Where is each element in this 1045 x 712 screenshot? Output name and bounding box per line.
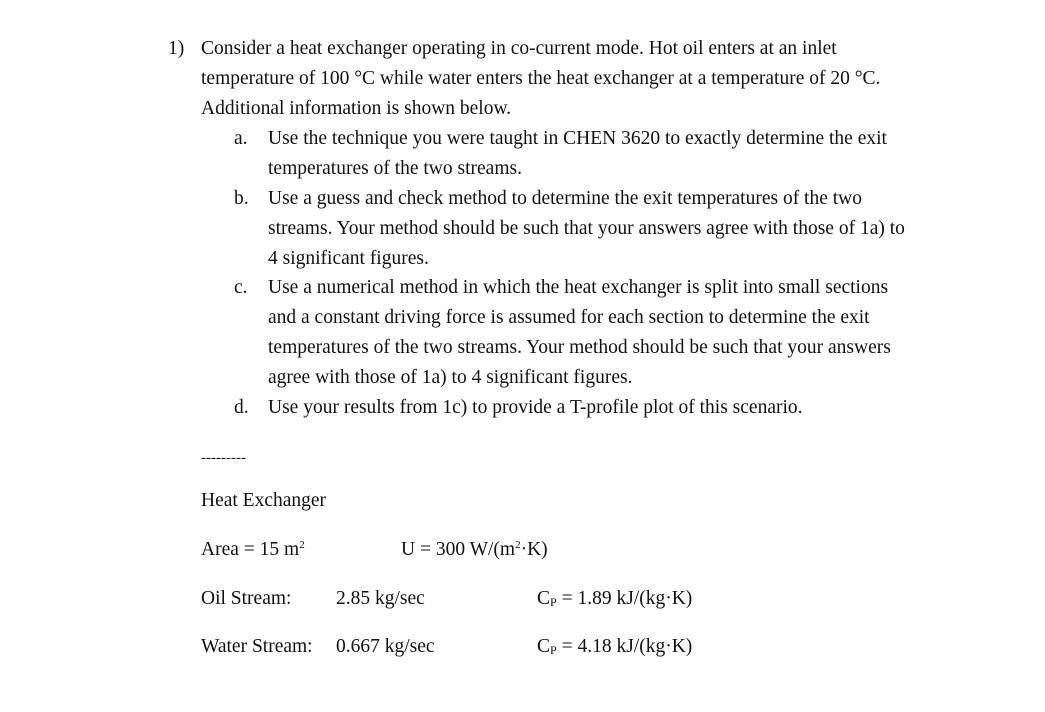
intro-line-3: Additional information is shown below. <box>201 98 512 119</box>
part-b-line-1: Use a guess and check method to determine the exit temperatures of the two <box>268 188 863 209</box>
u-value: U = 300 $W/(m^2\cdot K)$ <box>401 539 548 560</box>
part-d-label: d. <box>234 397 249 418</box>
intro-line-2: temperature of 100 °C while water enters the heat exchanger at a temperature of 20 °C. <box>201 68 881 89</box>
oil-stream-label: Oil Stream: <box>201 588 292 609</box>
water-stream-label: Water Stream: <box>201 636 313 657</box>
part-d-line-1: Use your results from 1c) to provide a T-profile plot of this scenario. <box>268 397 803 418</box>
part-a-line-2: temperatures of the two streams. <box>268 158 522 179</box>
area-value: Area = 15 $m^2$ <box>201 539 305 560</box>
part-b-line-2: streams. Your method should be such that your answers agree with those of 1a) to <box>268 218 905 239</box>
part-c-line-4: agree with those of 1a) to 4 significant figures. <box>268 367 633 388</box>
part-c-line-1: Use a numerical method in which the heat exchanger is split into small sections <box>268 277 889 298</box>
part-c-line-3: temperatures of the two streams. Your method should be such that your answers <box>268 337 891 358</box>
oil-flow-rate: 2.85 kg/sec <box>336 588 425 609</box>
separator-dashes: --------- <box>201 450 246 466</box>
info-heading: Heat Exchanger <box>201 490 327 511</box>
part-c-line-2: and a constant driving force is assumed for each section to determine the exit <box>268 307 870 328</box>
part-a-label: a. <box>234 128 248 149</box>
part-c-label: c. <box>234 277 248 298</box>
question-number: 1) <box>168 38 185 59</box>
part-a-line-1: Use the technique you were taught in CHEN 3620 to exactly determine the exit <box>268 128 887 149</box>
part-b-line-3: 4 significant figures. <box>268 248 429 269</box>
water-flow-rate: 0.667 kg/sec <box>336 636 435 657</box>
part-b-label: b. <box>234 188 249 209</box>
oil-heat-capacity: CP = 1.89 kJ/(kg·K) <box>537 588 693 609</box>
intro-line-1: Consider a heat exchanger operating in co-current mode. Hot oil enters at an inlet <box>201 38 837 59</box>
water-heat-capacity: CP = 4.18 kJ/(kg·K) <box>537 636 693 657</box>
